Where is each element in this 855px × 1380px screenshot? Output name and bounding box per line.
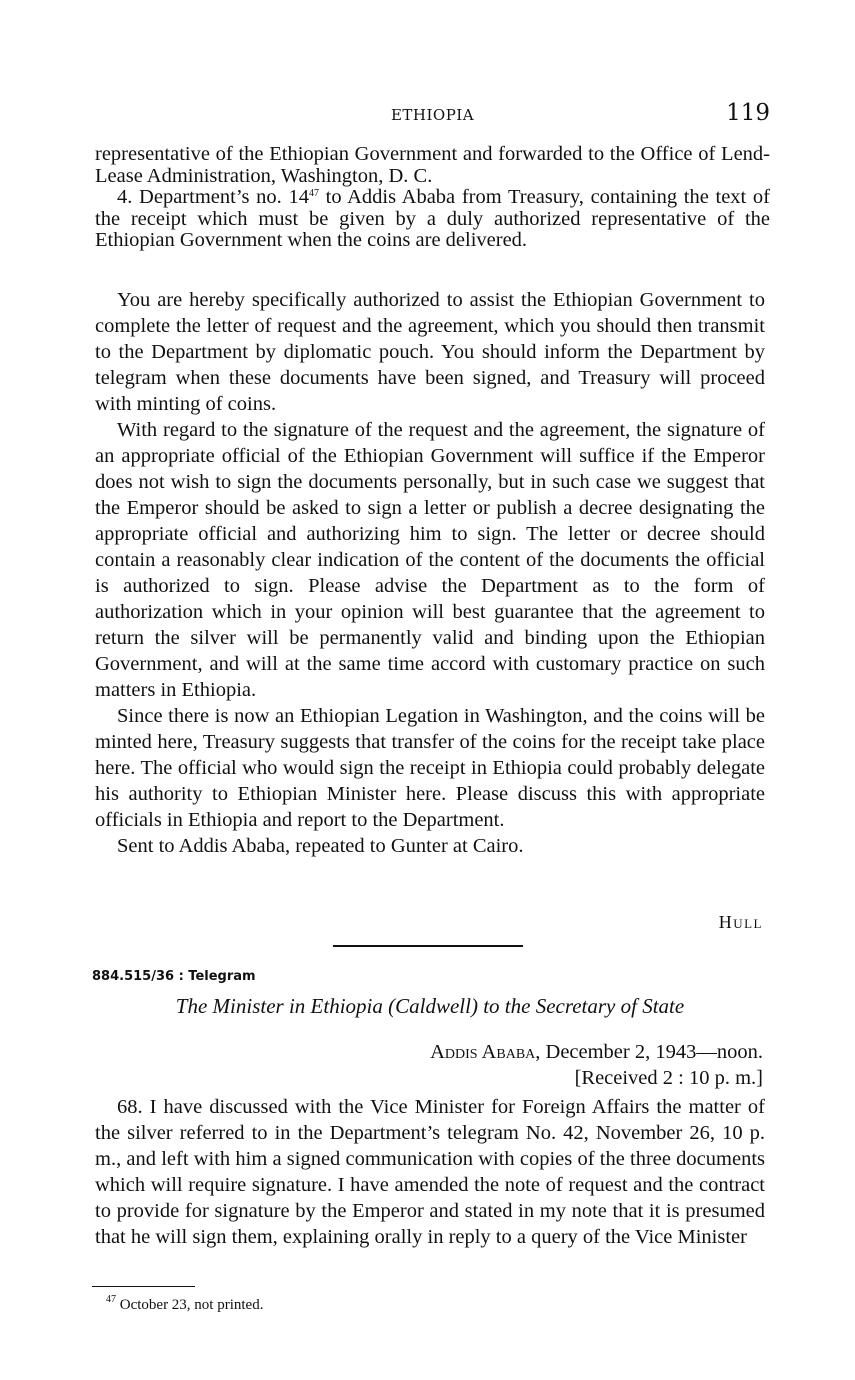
list-line-continued: representative of the Ethiopian Government and forwarded to the Office of Lend-Lease Administration, Washington, D. C. [95,143,770,187]
telegram-body [95,287,765,859]
footnote-ref-47: 47 [308,188,319,199]
list-item-4 [95,187,770,252]
footnote-text: October 23, not printed. [116,1297,264,1313]
date-line [430,1039,763,1065]
paragraph-68: 68. I have discussed with the Vice Minister for Foreign Affairs the matter of the silver referred to in the Department’s telegram No. 42, November 26, 10 p. m., and left with him a signed communication with copies of the three documents which will require signature. I have amended the note of request and the contract to provide for signature by the Emperor and stated in my note that it is presumed that he will sign them, explaining orally in reply to a query of the Vice Minister [95,1096,765,1248]
list-continuation [95,144,770,252]
footnote-mark: 47 [106,1294,116,1305]
running-header [95,100,770,132]
place-name: Addis Ababa [430,1041,536,1063]
paragraph-authorization: You are hereby specifically authorized to assist the Ethiopian Government to complete the letter of request and the agreement, which you should then transmit to the Department by diplomatic pouch. You should inform the Department by telegram when these documents have been signed, and Treasury will proceed with minting of coins. [95,289,765,415]
footnote-rule [92,1286,195,1287]
paragraph-sent: Sent to Addis Ababa, repeated to Gunter at Cairo. [117,835,524,857]
paragraph-signature: With regard to the signature of the request and the agreement, the signature of an appropriate official of the Ethiopian Government will suffice if the Emperor does not wish to sign the documents personally, but in such case we suggest that the Emperor should be asked to sign a letter or publish a decree designating the appropriate official and authorizing him to sign. The letter or decree should contain a reasonably clear indication of the content of the documents the official is authorized to sign. Please advise the Department as to the form of authorization which in your opinion will best guarantee that the agreement to return the silver will be permanently valid and binding upon the Ethiopian Government, and will at the same time accord with customary practice on such matters in Ethiopia. [95,419,765,701]
signature-hull: Hull [718,912,763,932]
dateline [430,1039,763,1091]
section-divider [333,945,523,947]
received-line: [Received 2 : 10 p. m.] [574,1067,763,1089]
list-item-4-start: 4. Department’s no. 14 [117,186,309,208]
list-item-4-rest: to Addis Ababa from Treasury, containing the text of the receipt which must be given by a duly authorized representative of the Ethiopian Government when the coins are delivered. [95,186,770,251]
file-reference: 884.515/36 : Telegram [92,969,256,984]
document-heading: The Minister in Ethiopia (Caldwell) to the Secretary of State [175,994,685,1018]
date-text: , December 2, 1943—noon. [535,1041,763,1063]
page-number: 119 [726,100,770,126]
telegram-68-body [95,1094,765,1250]
running-title: ETHIOPIA [390,106,475,124]
paragraph-legation: Since there is now an Ethiopian Legation in Washington, and the coins will be minted here, Treasury suggests that transfer of the coins for the receipt take place here. The official who would sign the receipt in Ethiopia could probably delegate his authority to Ethiopian Minister here. Please discuss this with appropriate officials in Ethiopia and report to the Department. [95,705,765,831]
footnote-47 [106,1294,264,1314]
